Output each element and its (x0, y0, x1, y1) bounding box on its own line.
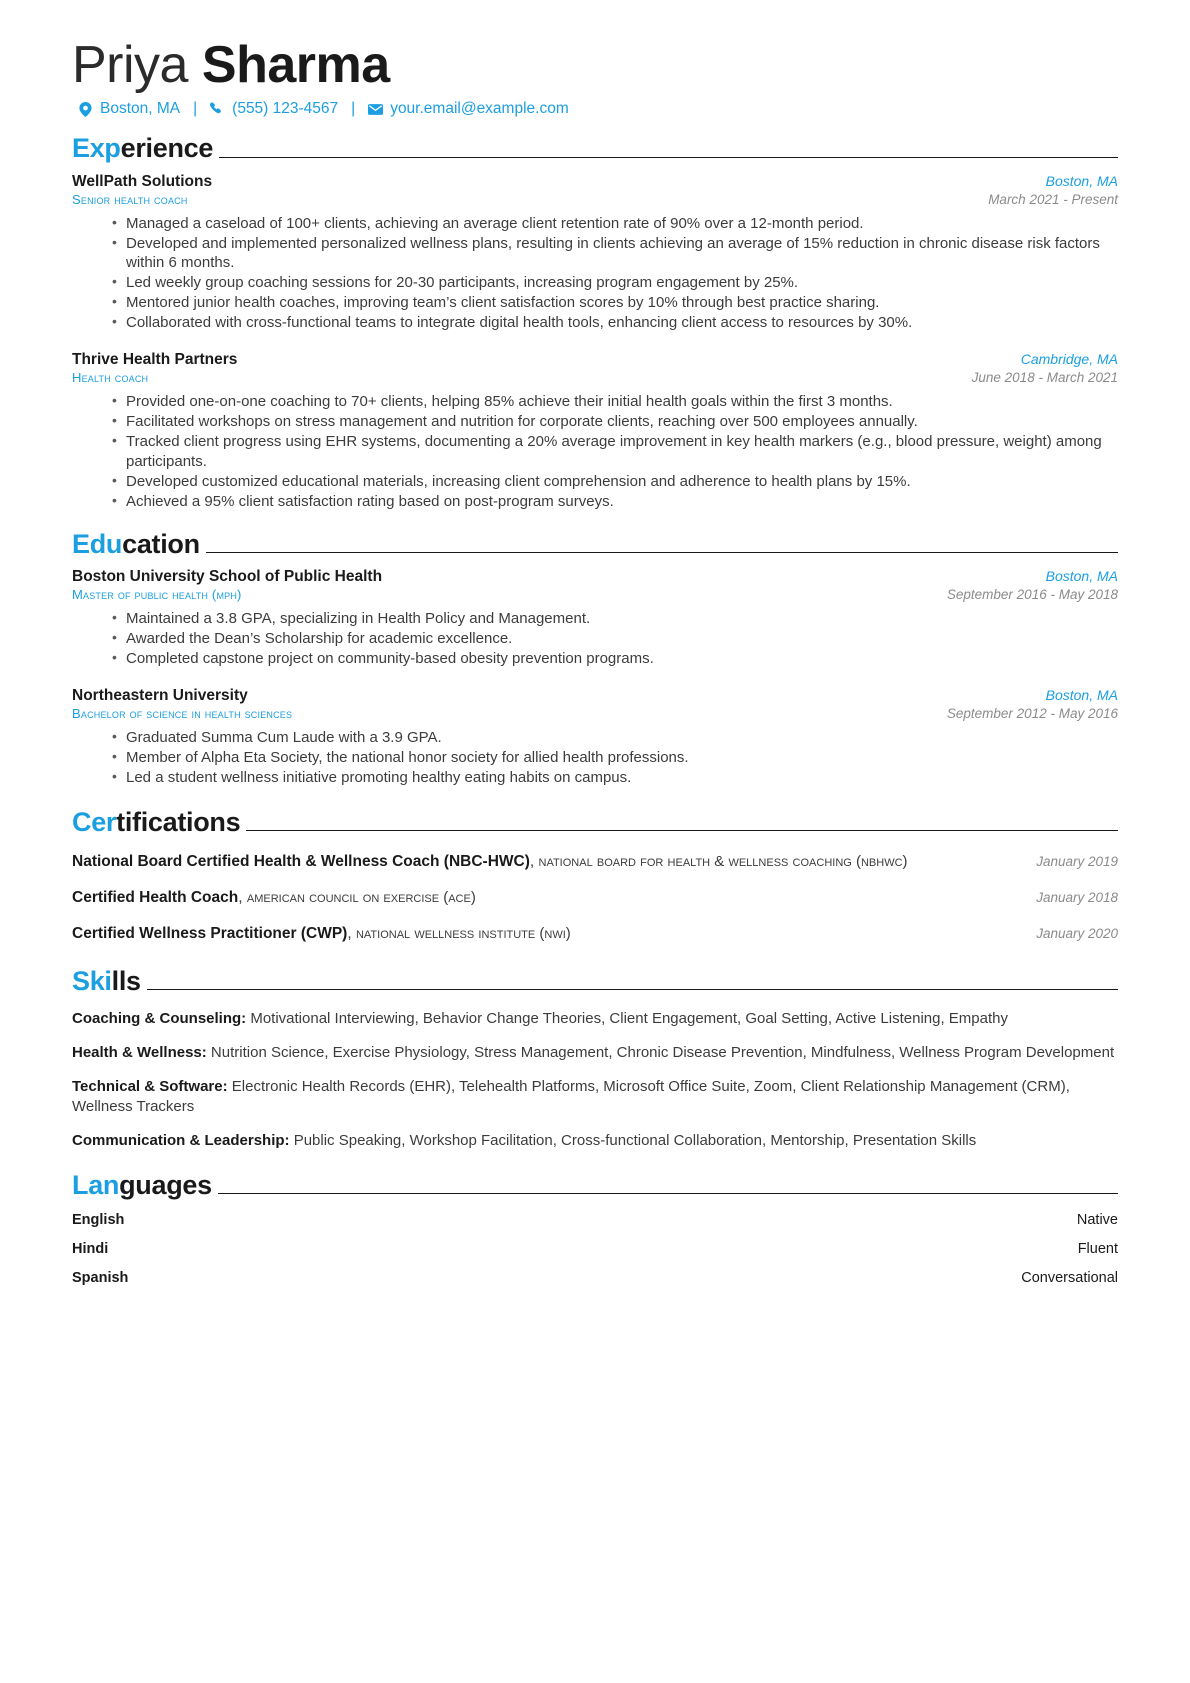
section-languages (72, 1171, 1118, 1286)
entry-organization: Thrive Health Partners (72, 351, 238, 369)
list-item: • Maintained a 3.8 GPA, specializing in Health Policy and Management. (112, 609, 1118, 629)
contact-location-text: Boston, MA (100, 100, 181, 118)
list-item: • Achieved a 95% client satisfaction rating based on post-program surveys. (112, 492, 1118, 512)
contact-phone-text: (555) 123-4567 (232, 100, 339, 118)
experience-entry (72, 173, 1118, 334)
contact-separator-2: | (351, 100, 356, 118)
certification-separator: , (347, 925, 356, 943)
contact-location (78, 100, 180, 118)
entry-subheader (72, 706, 1118, 721)
skill-items: Electronic Health Records (EHR), Telehealth Platforms, Microsoft Office Suite, Zoom, Client Relationship Management (CRM), Wellness Trackers (72, 1077, 1070, 1115)
skill-row (72, 1131, 1118, 1151)
entry-organization: Boston University School of Public Health (72, 568, 383, 586)
skill-items: Motivational Interviewing, Behavior Change Theories, Client Engagement, Goal Setting, Active Listening, Empathy (246, 1009, 1008, 1027)
section-rule (147, 989, 1118, 990)
section-header-education (72, 530, 1118, 558)
education-entry (72, 568, 1118, 669)
list-item: • Facilitated workshops on stress management and nutrition for corporate clients, reaching over 500 employees annually. (112, 412, 1118, 432)
language-name: English (72, 1211, 125, 1228)
section-title-education (72, 530, 200, 558)
list-item: • Member of Alpha Eta Society, the national honor society for allied health professions. (112, 748, 1118, 768)
entry-role: Senior health coach (72, 191, 188, 207)
list-item: • Completed capstone project on community-based obesity prevention programs. (112, 649, 1118, 669)
certification-main (72, 852, 1016, 872)
certification-issuer: national board for health & wellness coaching (nbhwc) (538, 853, 908, 871)
entry-date: September 2016 - May 2018 (946, 587, 1118, 603)
section-title-accent: Ski (72, 965, 112, 996)
section-rule (218, 1193, 1118, 1194)
skill-row (72, 1077, 1118, 1117)
language-name: Spanish (72, 1269, 129, 1286)
entry-subheader (72, 192, 1118, 207)
entry-header (72, 687, 1118, 705)
entry-organization: WellPath Solutions (72, 172, 213, 190)
certification-issuer: national wellness institute (nwi) (355, 925, 571, 943)
certification-date: January 2019 (1036, 854, 1118, 870)
certification-row (72, 888, 1118, 908)
entry-degree: Bachelor of science in health sciences (72, 705, 293, 721)
section-title-accent: Edu (72, 528, 123, 559)
certification-date: January 2020 (1036, 926, 1118, 942)
section-rule (206, 552, 1118, 553)
skill-row (72, 1043, 1118, 1063)
language-row (72, 1270, 1118, 1286)
skill-category: Technical & Software: (72, 1077, 228, 1095)
section-title-certifications (72, 808, 240, 836)
section-title-accent: Lan (72, 1169, 120, 1200)
section-title-rest: guages (119, 1169, 212, 1200)
entry-location: Boston, MA (1045, 568, 1118, 585)
skill-items: Public Speaking, Workshop Facilitation, Cross-functional Collaboration, Mentorship, Presentation Skills (289, 1131, 977, 1149)
entry-date: September 2012 - May 2016 (946, 705, 1118, 721)
entry-role: Health coach (72, 370, 149, 386)
education-entry (72, 687, 1118, 788)
list-item: • Collaborated with cross-functional teams to integrate digital health tools, enhancing client access to resources by 30%. (112, 313, 1118, 333)
list-item: • Tracked client progress using EHR systems, documenting a 20% average improvement in key health markers (e.g., blood pressure, weight) among participants. (112, 432, 1118, 472)
page-title (72, 36, 1118, 94)
language-level: Native (1076, 1211, 1118, 1228)
entry-header (72, 173, 1118, 191)
language-name: Hindi (72, 1240, 109, 1257)
contact-bar (72, 100, 1118, 118)
list-item: • Mentored junior health coaches, improving team’s client satisfaction scores by 10% through best practice sharing. (112, 293, 1118, 313)
contact-email-text: your.email@example.com (390, 100, 569, 118)
entry-bullets (72, 214, 1118, 334)
entry-location: Cambridge, MA (1020, 351, 1118, 368)
section-title-rest: cation (122, 528, 200, 559)
section-title-rest: erience (120, 133, 214, 164)
entry-bullets (72, 609, 1118, 669)
certification-date: January 2018 (1036, 890, 1118, 906)
entry-location: Boston, MA (1045, 172, 1118, 189)
language-row (72, 1241, 1118, 1257)
section-certifications (72, 808, 1118, 945)
entry-header (72, 351, 1118, 369)
map-pin-icon (78, 102, 93, 117)
certification-main (72, 924, 1016, 944)
section-title-experience (72, 134, 213, 162)
certification-name: Certified Health Coach (72, 889, 239, 907)
section-title-skills (72, 967, 141, 995)
skill-category: Coaching & Counseling: (72, 1009, 247, 1027)
section-rule (219, 157, 1118, 158)
section-title-accent: Exp (72, 133, 121, 164)
envelope-icon (368, 102, 383, 117)
skill-category: Communication & Leadership: (72, 1131, 290, 1149)
section-header-skills (72, 967, 1118, 995)
entry-organization: Northeastern University (72, 686, 248, 704)
section-education (72, 530, 1118, 788)
section-header-experience (72, 134, 1118, 162)
list-item: • Managed a caseload of 100+ clients, achieving an average client retention rate of 90% over a 12-month period. (112, 214, 1118, 234)
language-row (72, 1212, 1118, 1228)
list-item: • Developed customized educational materials, increasing client comprehension and adherence to health plans by 15%. (112, 472, 1118, 492)
section-rule (246, 830, 1118, 831)
entry-location: Boston, MA (1045, 686, 1118, 703)
certification-separator: , (529, 853, 539, 871)
section-header-certifications (72, 808, 1118, 836)
certification-name: Certified Wellness Practitioner (CWP) (72, 925, 348, 943)
contact-email (368, 100, 569, 118)
entry-header (72, 568, 1118, 586)
phone-icon (210, 102, 225, 117)
entry-bullets (72, 728, 1118, 788)
last-name: Sharma (201, 36, 390, 94)
list-item: • Developed and implemented personalized wellness plans, resulting in clients achieving an average of 15% reduction in chronic disease risk factors within 6 months. (112, 234, 1118, 274)
list-item: • Led weekly group coaching sessions for 20-30 participants, increasing program engagement by 25%. (112, 273, 1118, 293)
certification-issuer: american council on exercise (ace) (246, 889, 476, 907)
section-header-languages (72, 1171, 1118, 1199)
section-title-accent: Cer (72, 806, 117, 837)
entry-degree: Master of public health (mph) (72, 587, 242, 603)
section-title-rest: lls (111, 965, 141, 996)
contact-separator-1: | (193, 100, 198, 118)
experience-entry (72, 351, 1118, 512)
skill-items: Nutrition Science, Exercise Physiology, Stress Management, Chronic Disease Prevention, Mindfulness, Wellness Program Development (206, 1043, 1115, 1061)
certification-separator: , (238, 889, 247, 907)
list-item: • Led a student wellness initiative promoting healthy eating habits on campus. (112, 768, 1118, 788)
certification-row (72, 924, 1118, 944)
section-title-rest: tifications (116, 806, 241, 837)
entry-bullets (72, 392, 1118, 512)
entry-subheader (72, 587, 1118, 602)
certification-main (72, 888, 1016, 908)
certification-row (72, 852, 1118, 872)
skill-row (72, 1009, 1118, 1029)
section-skills (72, 967, 1118, 1151)
list-item: • Awarded the Dean’s Scholarship for academic excellence. (112, 629, 1118, 649)
section-title-languages (72, 1171, 212, 1199)
language-level: Fluent (1077, 1240, 1118, 1257)
entry-date: March 2021 - Present (988, 191, 1118, 207)
list-item: • Graduated Summa Cum Laude with a 3.9 GPA. (112, 728, 1118, 748)
skill-category: Health & Wellness: (72, 1043, 207, 1061)
language-level: Conversational (1021, 1269, 1118, 1286)
section-experience (72, 134, 1118, 512)
first-name: Priya (72, 36, 202, 94)
entry-date: June 2018 - March 2021 (971, 370, 1118, 386)
certification-name: National Board Certified Health & Wellness Coach (NBC-HWC) (72, 853, 530, 871)
entry-subheader (72, 370, 1118, 385)
contact-phone (210, 100, 338, 118)
list-item: • Provided one-on-one coaching to 70+ clients, helping 85% achieve their initial health goals within the first 3 months. (112, 392, 1118, 412)
